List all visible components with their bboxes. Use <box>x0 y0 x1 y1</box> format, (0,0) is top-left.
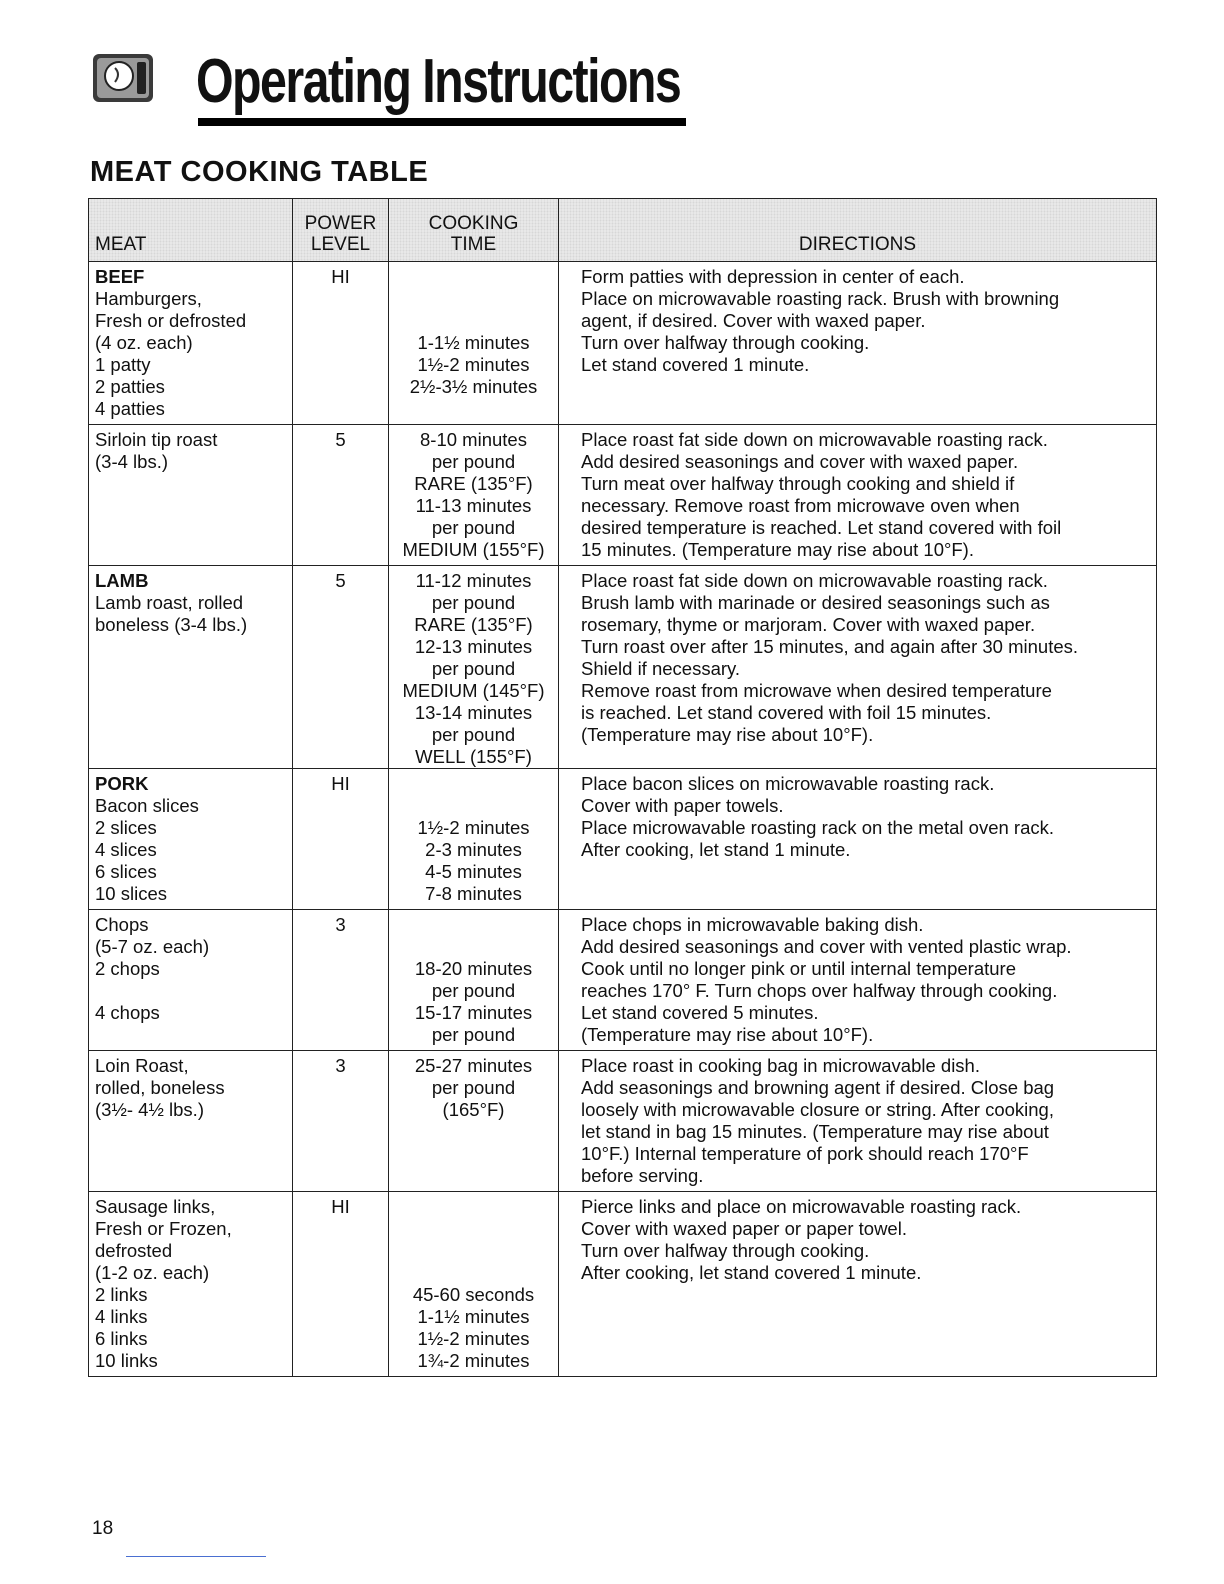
cooking-time-line: 2½-3½ minutes <box>409 376 538 397</box>
direction-line: After cooking, let stand covered 1 minute. <box>581 1262 922 1283</box>
meat-line: 6 links <box>95 1328 148 1349</box>
power-level: 5 <box>335 429 346 450</box>
power-level-cell <box>293 425 389 566</box>
table-header-row <box>89 199 1157 262</box>
cooking-time-line: per pound <box>431 658 516 679</box>
page-number: 18 <box>92 1518 114 1539</box>
cooking-time-line: MEDIUM (155°F) <box>402 539 545 560</box>
meat-cell <box>89 769 293 910</box>
direction-line: Pierce links and place on microwavable roasting rack. <box>581 1196 1022 1217</box>
cooking-time-line <box>389 1196 558 1218</box>
direction-line: Form patties with depression in center of each. <box>581 266 965 287</box>
cooking-time-line: 15-17 minutes <box>414 1002 533 1023</box>
directions-cell <box>559 1192 1157 1377</box>
microwave-oven-icon <box>92 50 154 106</box>
meat-line: (3½- 4½ lbs.) <box>95 1099 204 1120</box>
meat-line: Chops <box>95 914 149 935</box>
page-header <box>90 40 710 130</box>
direction-line: Cover with paper towels. <box>581 795 784 816</box>
direction-line: rosemary, thyme or marjoram. Cover with waxed paper. <box>581 614 1036 635</box>
direction-line: (Temperature may rise about 10°F). <box>581 1024 874 1045</box>
meat-line <box>95 980 292 1002</box>
direction-line: Add seasonings and browning agent if desired. Close bag <box>581 1077 1055 1098</box>
meat-line: boneless (3-4 lbs.) <box>95 614 248 635</box>
cooking-time-cell <box>389 910 559 1051</box>
direction-line: Turn over halfway through cooking. <box>581 1240 870 1261</box>
table-row <box>89 910 1157 1051</box>
direction-line: Turn roast over after 15 minutes, and again after 30 minutes. <box>581 636 1079 657</box>
direction-line: Place chops in microwavable baking dish. <box>581 914 924 935</box>
cooking-time-line: 11-13 minutes <box>415 495 532 516</box>
directions-cell <box>559 262 1157 425</box>
meat-line: 4 patties <box>95 398 165 419</box>
cooking-time-line: per pound <box>431 1077 516 1098</box>
cooking-time-line: 12-13 minutes <box>414 636 533 657</box>
meat-cooking-table <box>88 198 1157 1377</box>
direction-line: is reached. Let stand covered with foil 15 minutes. <box>581 702 992 723</box>
direction-line: 15 minutes. (Temperature may rise about 10°F). <box>581 539 974 560</box>
directions-cell <box>559 1051 1157 1192</box>
power-level: HI <box>331 1196 350 1217</box>
cooking-time-line <box>389 1218 558 1240</box>
direction-line: Cover with waxed paper or paper towel. <box>581 1218 907 1239</box>
power-level: HI <box>331 773 350 794</box>
direction-line: Place roast in cooking bag in microwavable dish. <box>581 1055 980 1076</box>
footer-rule <box>126 1556 266 1557</box>
cooking-time-line: per pound <box>431 1024 516 1045</box>
table-row <box>89 566 1157 769</box>
cooking-time-line <box>389 288 558 310</box>
meat-cell <box>89 425 293 566</box>
cooking-time-line <box>389 310 558 332</box>
meat-cell <box>89 1192 293 1377</box>
cooking-time-line <box>389 936 558 958</box>
cooking-time-cell <box>389 769 559 910</box>
meat-cell <box>89 262 293 425</box>
cooking-time-line: 11-12 minutes <box>415 570 532 591</box>
cooking-time-line <box>389 1262 558 1284</box>
power-level: 3 <box>335 1055 346 1076</box>
table-body <box>89 262 1157 1377</box>
section-heading: MEAT COOKING TABLE <box>90 156 429 188</box>
cooking-time-cell <box>389 1192 559 1377</box>
directions-cell <box>559 425 1157 566</box>
cooking-time-line: per pound <box>431 592 516 613</box>
power-level-cell <box>293 910 389 1051</box>
meat-line: 2 links <box>95 1284 148 1305</box>
direction-line: Turn over halfway through cooking. <box>581 332 870 353</box>
cooking-time-line: 1½-2 minutes <box>417 354 530 375</box>
direction-line: before serving. <box>581 1165 704 1186</box>
meat-category: LAMB <box>95 570 149 591</box>
cooking-time-cell <box>389 566 559 769</box>
direction-line: After cooking, let stand 1 minute. <box>581 839 851 860</box>
direction-line: (Temperature may rise about 10°F). <box>581 724 874 745</box>
meat-line: rolled, boneless <box>95 1077 225 1098</box>
header-directions: DIRECTIONS <box>559 199 1157 262</box>
cooking-time-line: 45-60 seconds <box>412 1284 535 1305</box>
cooking-time-line <box>389 266 558 288</box>
cooking-time-line: per pound <box>431 517 516 538</box>
meat-line: 6 slices <box>95 861 157 882</box>
meat-line: 2 chops <box>95 958 160 979</box>
meat-line: (3-4 lbs.) <box>95 451 168 472</box>
table-row <box>89 425 1157 566</box>
meat-line: Bacon slices <box>95 795 199 816</box>
table-row <box>89 1192 1157 1377</box>
cooking-time-line: 7-8 minutes <box>425 883 522 904</box>
meat-line: 4 slices <box>95 839 157 860</box>
power-level: 3 <box>335 914 346 935</box>
cooking-time-cell <box>389 1051 559 1192</box>
meat-line: 2 patties <box>95 376 165 397</box>
direction-line: let stand in bag 15 minutes. (Temperature may rise about <box>581 1121 1049 1142</box>
cooking-time-line: RARE (135°F) <box>414 473 533 494</box>
cooking-time-line: 8-10 minutes <box>420 429 527 450</box>
meat-line: (4 oz. each) <box>95 332 193 353</box>
power-level-cell <box>293 1192 389 1377</box>
title-underline <box>198 118 686 126</box>
direction-line: Place roast fat side down on microwavable roasting rack. <box>581 429 1048 450</box>
cooking-time-cell <box>389 425 559 566</box>
cooking-time-line: 1½-2 minutes <box>417 1328 530 1349</box>
power-level-cell <box>293 1051 389 1192</box>
power-level: 5 <box>335 570 346 591</box>
direction-line: Shield if necessary. <box>581 658 741 679</box>
meat-line: Lamb roast, rolled <box>95 592 244 613</box>
direction-line: Let stand covered 1 minute. <box>581 354 810 375</box>
direction-line: Add desired seasonings and cover with vented plastic wrap. <box>581 936 1072 957</box>
directions-cell <box>559 769 1157 910</box>
table-row <box>89 1051 1157 1192</box>
cooking-time-line: per pound <box>431 724 516 745</box>
cooking-time-line <box>389 1240 558 1262</box>
cooking-time-line: 18-20 minutes <box>414 958 533 979</box>
header-cooking-time: COOKING TIME <box>389 199 559 262</box>
direction-line: Add desired seasonings and cover with waxed paper. <box>581 451 1019 472</box>
direction-line: reaches 170° F. Turn chops over halfway through cooking. <box>581 980 1058 1001</box>
header-power-level: POWER LEVEL <box>293 199 389 262</box>
direction-line: Let stand covered 5 minutes. <box>581 1002 819 1023</box>
direction-line: Cook until no longer pink or until internal temperature <box>581 958 1016 979</box>
cooking-time-line: WELL (155°F) <box>415 746 532 767</box>
meat-line: Fresh or Frozen, <box>95 1218 232 1239</box>
power-level: HI <box>331 266 350 287</box>
meat-line: 2 slices <box>95 817 157 838</box>
direction-line: Place on microwavable roasting rack. Brush with browning <box>581 288 1060 309</box>
direction-line: Place microwavable roasting rack on the metal oven rack. <box>581 817 1054 838</box>
cooking-time-line: per pound <box>431 451 516 472</box>
meat-line: 10 slices <box>95 883 167 904</box>
power-level-cell <box>293 769 389 910</box>
cooking-time-line: MEDIUM (145°F) <box>402 680 545 701</box>
meat-line: 1 patty <box>95 354 151 375</box>
cooking-time-line: per pound <box>431 980 516 1001</box>
meat-cell <box>89 1051 293 1192</box>
header-meat: MEAT <box>89 199 293 262</box>
power-level-cell <box>293 262 389 425</box>
cooking-time-line: 1-1½ minutes <box>417 1306 530 1327</box>
meat-line: 10 links <box>95 1350 158 1371</box>
meat-line: 4 links <box>95 1306 148 1327</box>
meat-line: 4 chops <box>95 1002 160 1023</box>
cooking-time-line: 1¾-2 minutes <box>417 1350 530 1371</box>
cooking-time-line: 1-1½ minutes <box>417 332 530 353</box>
meat-line: Sausage links, <box>95 1196 216 1217</box>
direction-line: Remove roast from microwave when desired temperature <box>581 680 1052 701</box>
cooking-time-line: 13-14 minutes <box>414 702 533 723</box>
cooking-time-cell <box>389 262 559 425</box>
power-level-cell <box>293 566 389 769</box>
meat-category: BEEF <box>95 266 145 287</box>
page-title: Operating Instructions <box>196 47 681 116</box>
cooking-time-line: 25-27 minutes <box>414 1055 533 1076</box>
cooking-time-line: (165°F) <box>442 1099 505 1120</box>
table-row <box>89 262 1157 425</box>
direction-line: loosely with microwavable closure or string. After cooking, <box>581 1099 1054 1120</box>
cooking-time-line: 4-5 minutes <box>425 861 522 882</box>
meat-line: Loin Roast, <box>95 1055 189 1076</box>
direction-line: 10°F.) Internal temperature of pork should reach 170°F <box>581 1143 1029 1164</box>
meat-line: Fresh or defrosted <box>95 310 247 331</box>
cooking-time-line <box>389 914 558 936</box>
direction-line: Turn meat over halfway through cooking and shield if <box>581 473 1015 494</box>
directions-cell <box>559 566 1157 769</box>
direction-line: necessary. Remove roast from microwave oven when <box>581 495 1020 516</box>
direction-line: desired temperature is reached. Let stand covered with foil <box>581 517 1062 538</box>
direction-line: Place roast fat side down on microwavable roasting rack. <box>581 570 1048 591</box>
directions-cell <box>559 910 1157 1051</box>
cooking-time-line <box>389 795 558 817</box>
cooking-time-line: 2-3 minutes <box>425 839 522 860</box>
meat-line: (5-7 oz. each) <box>95 936 210 957</box>
meat-cell <box>89 910 293 1051</box>
table-row <box>89 769 1157 910</box>
meat-line: Sirloin tip roast <box>95 429 218 450</box>
direction-line: Brush lamb with marinade or desired seasonings such as <box>581 592 1050 613</box>
meat-line: (1-2 oz. each) <box>95 1262 210 1283</box>
cooking-time-line: 1½-2 minutes <box>417 817 530 838</box>
meat-cell <box>89 566 293 769</box>
meat-category: PORK <box>95 773 149 794</box>
meat-line: Hamburgers, <box>95 288 202 309</box>
cooking-time-line <box>389 773 558 795</box>
direction-line: Place bacon slices on microwavable roasting rack. <box>581 773 995 794</box>
meat-line: defrosted <box>95 1240 173 1261</box>
cooking-time-line: RARE (135°F) <box>414 614 533 635</box>
direction-line: agent, if desired. Cover with waxed paper. <box>581 310 926 331</box>
